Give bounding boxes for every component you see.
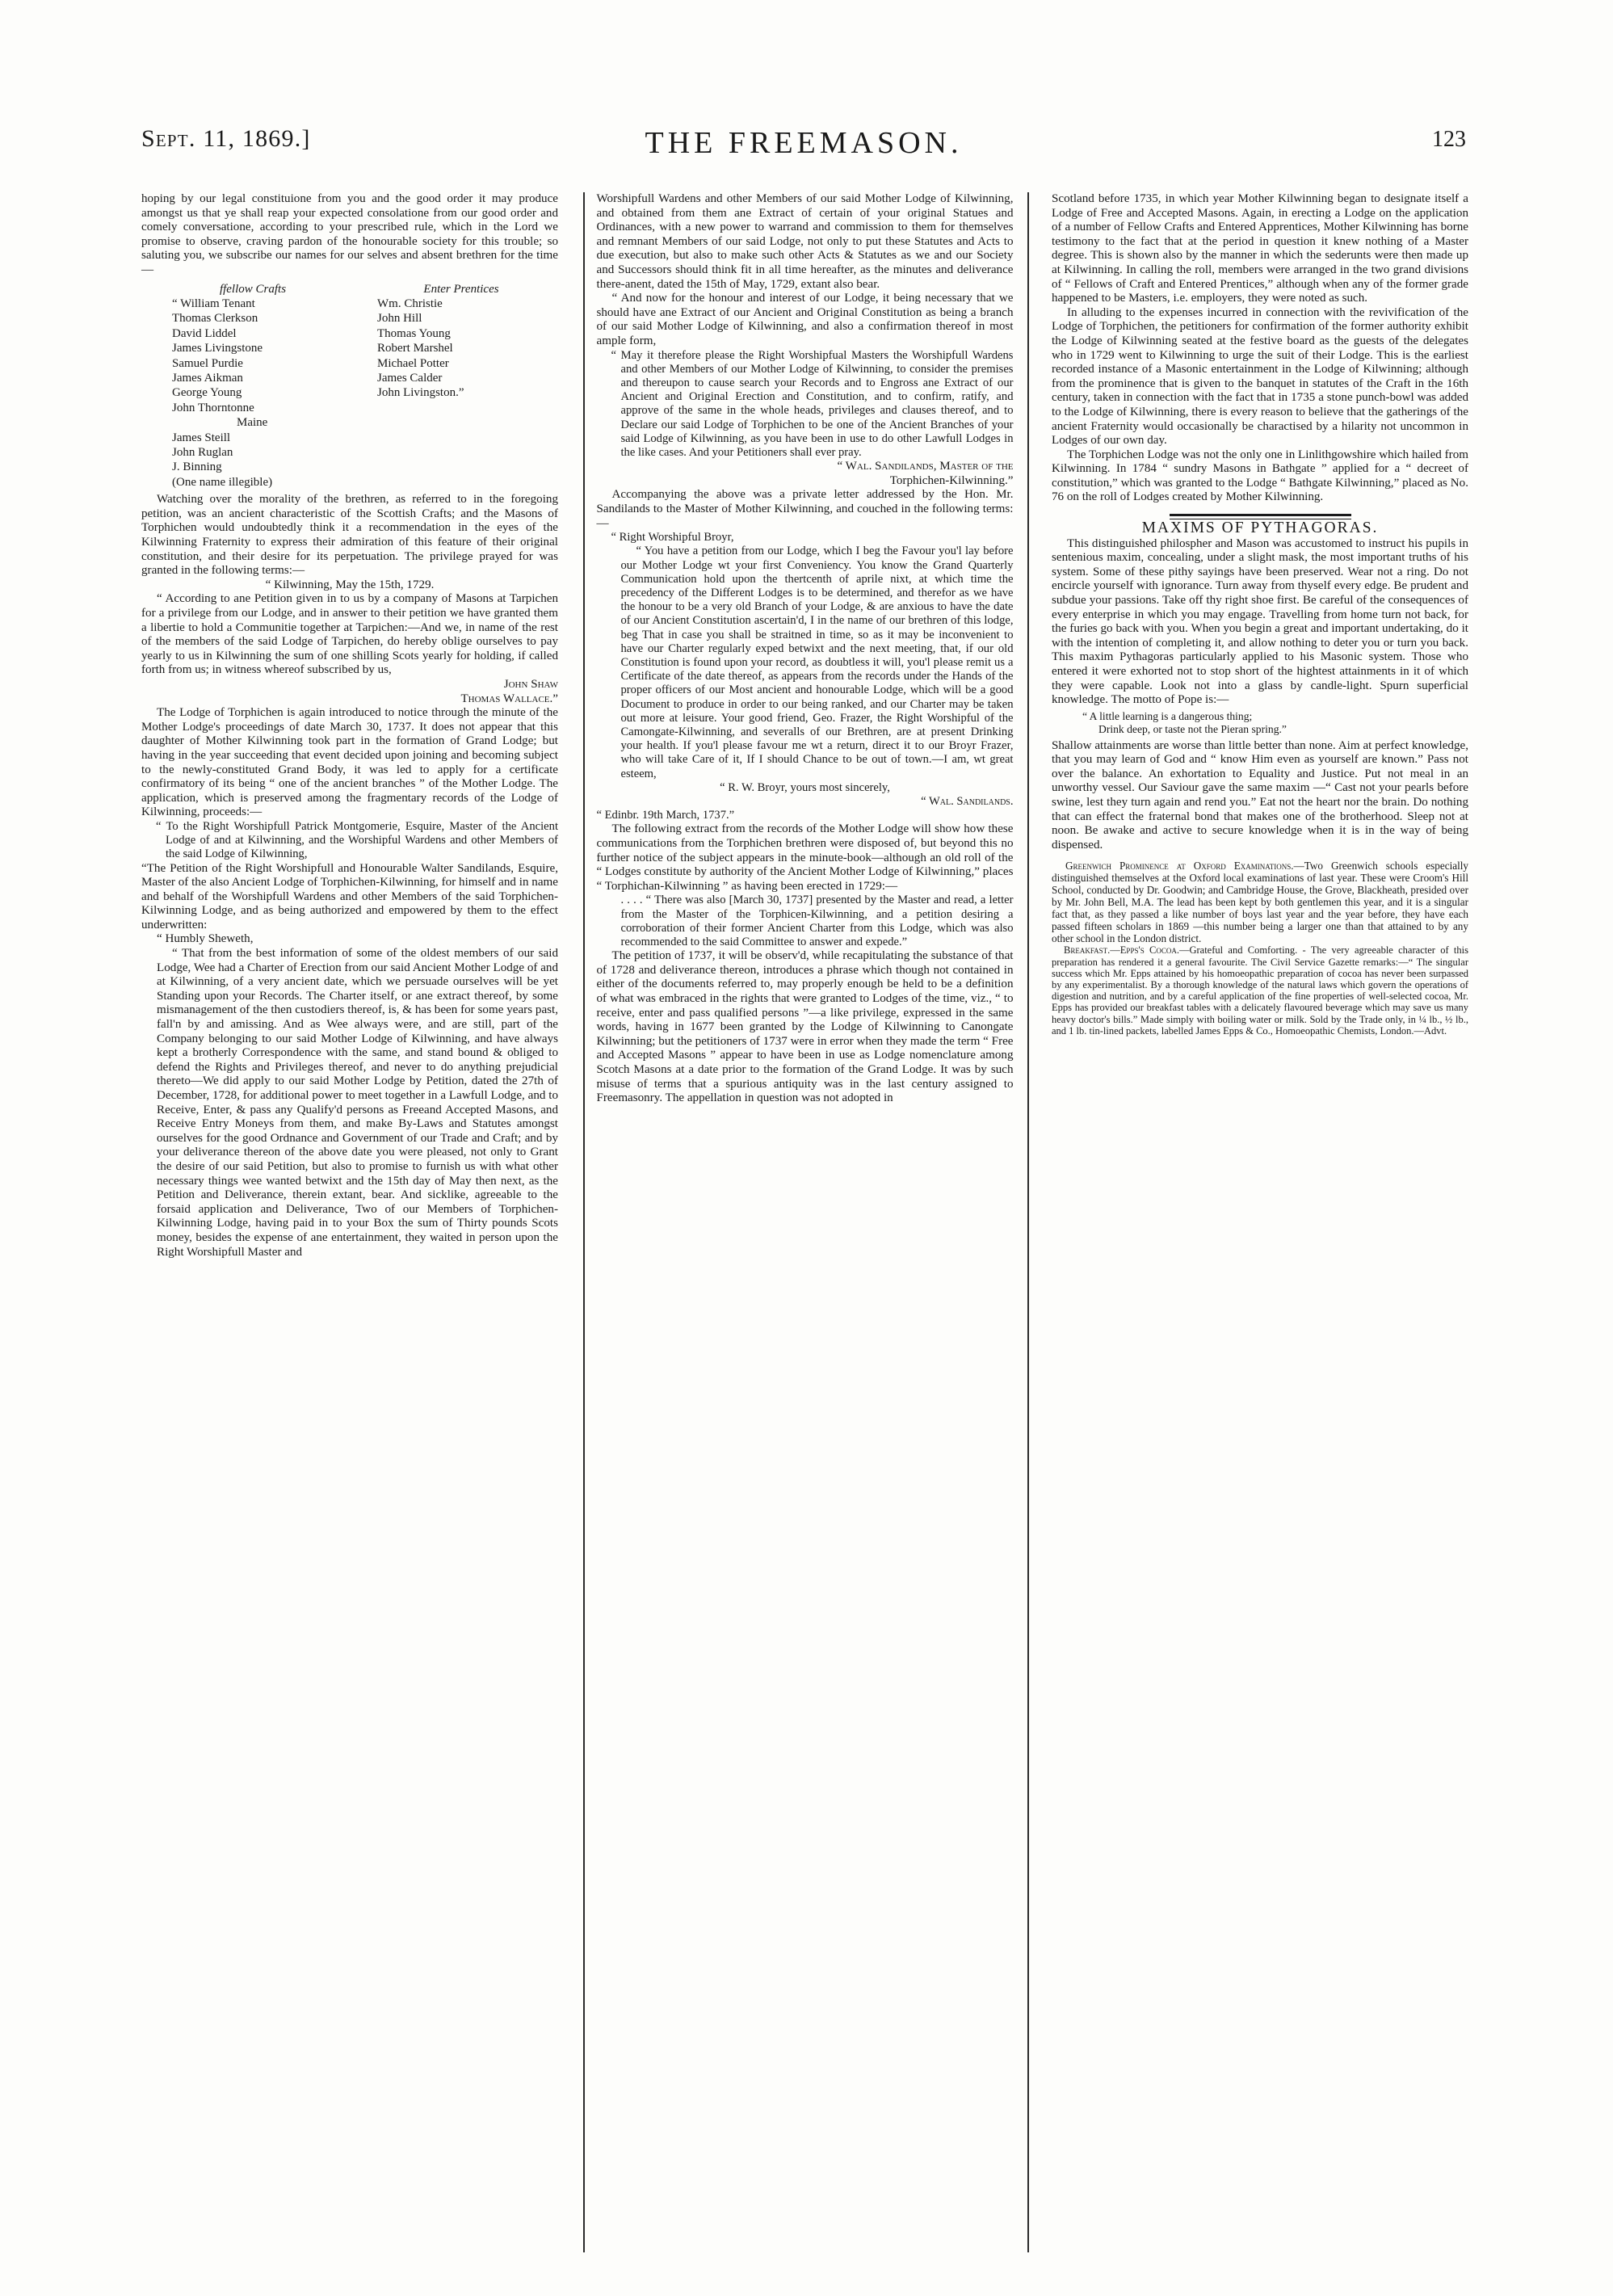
signatory-name: Samuel Purdie	[172, 356, 243, 370]
signatory-name: George Young	[172, 386, 242, 400]
c2-letter-place: “ Edinbr. 19th March, 1737.”	[596, 809, 735, 822]
spacer	[1052, 852, 1468, 860]
c2-para-3: Accompanying the above was a private letter addressed by the Hon. Mr. Sandilands to the Master of Mother Kilwinning, and couched in the following terms:—	[596, 488, 1014, 530]
signatory-name: David Liddel	[172, 326, 237, 340]
fellow-crafts-list	[141, 282, 350, 490]
signatory-name: John Livingston.”	[377, 386, 464, 400]
column-1	[141, 192, 558, 2260]
section-heading-maxims: MAXIMS OF PYTHAGORAS.	[1141, 519, 1379, 537]
c1-para-3: “ According to ane Petition given in to us by a company of Masons at Tarpichen for a privilege from our Lodge, and in answer to their petition we have granted them a libertie to hold a Communitie together at Tarpichen:—And we, in name of the rest of the members of the said Lodge of Tarpichen, do hereby oblige ourselves to pay yearly to us in Kilwinning the sum of one shilling Scots yearly for holding, if called forth from us; in witness whereof subscribed by us,	[141, 592, 558, 677]
c2-letter-head: “ Right Worshipful Broyr,	[611, 531, 734, 545]
signatories-lists	[141, 282, 558, 490]
signatory-name: “ William Tenant	[172, 296, 255, 310]
news-item-greenwich	[1052, 860, 1468, 944]
c2-letter-signature-1: “ R. W. Broyr, yours most sincerely,	[720, 780, 890, 794]
masthead-title: THE FREEMASON.	[645, 126, 963, 160]
signatory-name: James Steill	[172, 431, 231, 444]
signatory-name: James Aikman	[172, 372, 243, 385]
c1-signature-1: John Shaw	[503, 677, 558, 691]
c1-para-1: hoping by our legal constituione from you and the good order it may produce amongst us that ye shall reap your expected consolatione from our good order and comely conversatione, according to your prescribed rule, which in the Lord we promise to observe, craving pardon of the honourable society for this trouble; so saluting you, we subscribe our names for our selves and absent brethren for the time—	[141, 192, 558, 276]
verse-line-1: “ A little learning is a dangerous thing;	[1082, 709, 1253, 722]
c2-para-4: The following extract from the records of the Mother Lodge will show how these communications from the Torphichen brethren were disposed of, but beyond this no further notice of the subject appears in the minute-book—although an old roll of the “ Lodges constitute by authority of the Ancient Mother Lodge of Kilwinning,” places “ Torphichan-Kilwinning ” as having been erected in 1729:—	[596, 822, 1014, 893]
news-lead-epps: Breakfast.—Epps's Cocoa.	[1064, 944, 1179, 957]
c3-para-1: Scotland before 1735, in which year Mother Kilwinning began to designate itself a Lodge of Free and Accepted Masons. Again, in erecting a Lodge on the application of a number of Fellow Crafts and Entered Apprentices, Mother Kilwinning has borne testimony to the fact that at the period in question it knew nothing of a Master degree. This is shown also by the manner in which the sederunts were then made up at Kilwinning. In calling the roll, members were arranged in the two grand divisions of “ Fellows of Craft and Entered Prentices,” although when any of the former grade happened to be Masters, i.e. employers, they were noted as such.	[1052, 192, 1468, 305]
c1-signature-2: Thomas Wallace.”	[460, 692, 558, 705]
signatory-name: Thomas Clerkson	[172, 312, 258, 326]
c1-para-7: “ That from the best information of some of the oldest members of our said Lodge, Wee had a Charter of Erection from our said Ancient Mother Lodge of and at Kilwinning, of a very ancient date, which we persuade ourselves will be yet Standing upon your Records. The Charter itself, or ane extract thereof, by some mismanagement of the then custodiers thereof, is, & has been for some years past, fall'n by and amissing. And as Wee always were, and are still, part of the Company belonging to our said Mother Lodge of Kilwinning, and have always kept a brotherly Correspondence with the same, and stand bound & obliged to defend the Rights and Privileges thereof, and never to do anything prejudicial thereto—We did apply to our said Mother Lodge by Petition, dated the 27th of December, 1728, for additional power to meet together in a Lawfull Lodge, and to Receive, Enter, & pass any Qualify'd persons as Freeand Accepted Masons, and Receive Entry Moneys from them, and make By-Laws and Statutes amongst ourselves for the good Ordnance and Government of our Trade and Craft; and by your deliverance thereon of the above date you were pleased, not only to Grant the desire of our said Petition, but also to promise to furnish us with what other necessary things wee wanted betwixt and the 15th day of May then next, as the Petition and Deliverance, therein extant, bear. And sicklike, agreeable to the forsaid application and Deliverance, Two of our Members of Torphichen-Kilwinning Lodge, having paid in to your Box the sum of Thirty pounds Scots money, besides the expense of ane entertainment, they waited in person upon the Right Worshipfull Master and	[157, 947, 558, 1259]
signatory-name: James Calder	[377, 372, 443, 385]
column-2	[597, 192, 1014, 2260]
c3-para-3: The Torphichen Lodge was not the only one in Linlithgowshire which hailed from Kilwinning. In 1784 “ sundry Masons in Bathgate ” applied for a “ decreet of constitution,” which was granted to the Lodge “ Bathgate Kilwinning,” placed as No. 76 on the roll of Lodges created by Mother Kilwinning.	[1052, 448, 1468, 504]
signatory-note-illegible: (One name illegible)	[172, 475, 273, 489]
columns-container	[141, 192, 1468, 2260]
c1-para-4: The Lodge of Torphichen is again introduced to notice through the minute of the Mother Lodge's proceedings of date March 30, 1737. It does not appear that this daughter of Mother Kilwinning took part in the formation of Grand Lodge; but having in the year succeeding that event decided upon joining and becoming subject to the newly-constituted Grand Body, it was led to apply for a certificate confirmatory of its being “ one of the ancient branches ” of the Mother Lodge. The application, which is preserved among the fragmentary records of the Lodge of Kilwinning, proceeds:—	[141, 706, 558, 819]
verse-line-2: Drink deep, or taste not the Pieran spring.”	[1098, 723, 1287, 736]
enter-prentices-list	[350, 282, 558, 490]
signatory-name: John Hill	[377, 312, 422, 326]
page-number: 123	[1432, 127, 1466, 152]
pope-verse	[1052, 710, 1468, 737]
enter-prentices-header: Enter Prentices	[423, 282, 499, 296]
news-lead-greenwich: Greenwich Prominence at Oxford Examinations.	[1065, 860, 1294, 873]
signatory-name: Michael Potter	[377, 356, 449, 370]
c2-quote-1: “ May it therefore please the Right Worshipfual Masters the Worshipfull Wardens and other Members of our Mother Lodge of Kilwinning, to consider the premises and thereupon to cause search your Records and to Engross ane Extract of our Ancient and Original Erection and Constitution, and to confirm, ratify, and approve of the same in the whole heads, privileges and clauses thereof, and to Declare our said Lodge of Torphichen to be one of the Ancient Branches of your said Lodge of Kilwinning, as you have been in use to do other Lawfull Lodges in the like cases. And your Petitioners shall ever pray.	[611, 348, 1014, 459]
c2-signature-2: Torphichen-Kilwinning.”	[889, 473, 1014, 487]
signatory-name: John Ruglan	[172, 446, 233, 460]
signatory-name: Thomas Young	[377, 326, 451, 340]
fellow-crafts-header: ffellow Crafts	[219, 282, 287, 296]
masthead	[141, 125, 1466, 167]
signatory-name: Wm. Christie	[377, 296, 443, 310]
news-body-epps: —Grateful and Comforting. - The very agreeable character of this preparation has rendered it a general favourite. The Civil Service Gazette remarks:—“ The singular success which Mr. Epps attained by his homoeopathic preparation of cocoa has never been surpassed by any experimentalist. By a thorough knowledge of the natural laws which govern the operations of digestion and nutrition, and by a careful application of the fine properties of well-selected cocoa, Mr. Epps has provided our breakfast tables with a delicately flavoured beverage which may save us many heavy doctor's bills.” Made simply with boiling water or milk. Sold by the Trade only, in ¼ lb., ½ lb., and 1 lb. tin-lined packets, labelled James Epps & Co., Homoeopathic Chemists, London.—Advt.	[1052, 944, 1468, 1037]
c1-para-6: “ Humbly Sheweth,	[157, 932, 254, 946]
news-body-greenwich: —Two Greenwich schools especially distinguished themselves at the Oxford local examinations of last year. These were Croom's Hill School, conducted by Dr. Goodwin; and Cambridge House, the Grove, Blackheath, presided over by Mr. John Bell, M.A. The lead has been kept by both gentlemen this year, and it is a singular fact that, as they passed a like number of boys last year and the year before, they have each passed fifteen scholars in 1869 —this number being a larger one than that attained to by any other school in the London district.	[1052, 860, 1469, 945]
column-3	[1052, 192, 1468, 2260]
c1-dateline: “ Kilwinning, May the 15th, 1729.	[265, 578, 435, 591]
c2-para-2: “ And now for the honour and interest of our Lodge, it being necessary that we should have ane Extract of our Ancient and Original Constitution as being a branch of our said Mother Lodge of Kilwinning, and also a confirmation thereof in most ample form,	[596, 292, 1014, 347]
c1-quote-1: “ To the Right Worshipfull Patrick Montgomerie, Esquire, Master of the Ancient Lodge of and at Kilwinning, and the Worshipful Wardens and other Members of the said Lodge of Kilwinning,	[156, 819, 558, 861]
c2-para-1: Worshipfull Wardens and other Members of our said Mother Lodge of Kilwinning, and obtained from them ane Extract of certain of your original Statues and Ordinances, with a new power to warrand and commission to them for themselves and remnant Members of our said Lodge, not only to put these Statutes and Acts to due execution, but also to make such other Acts & Statutes as we and our Society and Successors should think fit in all time hereafter, as the minutes and deliverance there-anent, dated the 15th of May, 1729, extant also bear.	[596, 192, 1014, 291]
signatory-name: John Thorntonne	[172, 401, 254, 414]
masthead-date: Sept. 11, 1869.]	[141, 125, 311, 152]
c2-para-6: The petition of 1737, it will be observ'd, while recapitulating the substance of that of 1728 and deliverance thereon, introduces a phrase which though not contained in either of the documents referred to, may properly enough be held to be a definition of what was embraced in the rights that were granted to Lodges of the time, viz., “ to receive, enter and pass qualified persons ”—a like privilege, expressed in the same words, having in 1677 been granted by the Lodge of Kilwinning to Canongate Kilwinning; but the petitioners of 1737 were in error when they made the term “ Free and Accepted Masons ” appear to have been in use as Lodge nomenclature among Scotch Masons at a date prior to the formation of the Grand Lodge. It was by such misuse of terms that a spurious antiquity was in the last century assigned to Freemasonry. The appellation in question was not adopted in	[596, 949, 1014, 1105]
c1-para-2: Watching over the morality of the brethren, as referred to in the foregoing petition, was an ancient characteristic of the Scottish Crafts; and the Masons of Torphichen would undoubtedly think it a recommendation in the eyes of the Kilwinning Fraternity to express their admiration of this feature of their original constitution, and their desire for its perpetuation. The privilege prayed for was granted in the following terms:—	[141, 493, 558, 578]
c2-letter-body: “ You have a petition from our Lodge, which I beg the Favour you'l lay before our Mother Lodge wt your first Conveniency. You know the Grand Quarterly Communication hold upon the thertcenth of aprile nixt, at which time the precedency of the Different Lodges is to be determined, and therefor as we have the honour to be a very old Branch of your Lodge, & are anxious to have the date of our Ancient Constitution ascertain'd, I in the name of our brethren of this lodge, beg That in case you shall be straitned in time, so as it may be inconvenient to have our Charter regularly exped betwixt and the next meeting, that, if our old Constitution is found upon your record, as doubtless it will, you'l please remit us a Certificate of the date thereof, as appears from the records under the Hands of the proper officers of our Most ancient and honourable Lodge, which will be a good Document to produce in order to our being ranked, and our Charter may be taken out more at leisure. Your good friend, Geo. Frazer, the Right Worshipful of the Camongate-Kilwinning, and severalls of our Brethren, are at present Drinking your health. If you'l please favour me wt a return, direct it to our Broyr Frazer, who will take Care of it, If I should Chance to be out of town.—I am, wt great esteem,	[620, 545, 1014, 780]
signatory-name: Maine	[237, 416, 268, 430]
c2-letter-signature-2: “ Wal. Sandilands.	[921, 794, 1014, 808]
signatory-name: Robert Marshel	[377, 342, 453, 355]
c3-para-4: This distinguished philospher and Mason was accustomed to instruct his pupils in sentenious maxim, concealing, under a slight mask, the most important truths of his system. Some of these pithy sayings have been preserved. Wear not a ring. Do not encircle yourself with ignorance. Turn away from thyself every edge. Be prudent and subdue your passions. Take off thy right shoe first. Be careful of the consequences of every enterprise in which you may engage. Travelling from home turn not back, for the furies go back with you. When you begin a great and important undertaking, do it with the intention of completing it, and allow nothing to deter you or turn you back. This maxim Pythagoras particularly applied to his Masonic system. Those who entered it were exhorted not to stop short of the hightest attainments in it of which they were capable. Look not into a glass by candle-light. Spurn superficial knowledge. The motto of Pope is:—	[1052, 536, 1468, 707]
c3-para-5: Shallow attainments are worse than little better than none. Aim at perfect knowledge, that you may learn of God and “ know Him even as yourself are known.” Pass not over the balance. An exhortation to Equality and Justice. Put not meal in an unworthy vessel. Our Saviour gave the same maxim —“ Cast not your pearls before swine, lest they turn again and rend you.” Eat not the heart nor the brain. Do nothing that can effect the fraternal bond that makes one of the brotherhood. Sleep not at noon. Be awake and active to secure knowledge when it is in the way of being dispensed.	[1052, 738, 1468, 852]
signatory-name: J. Binning	[172, 460, 222, 474]
c1-para-5: “The Petition of the Right Worshipfull and Honourable Walter Sandilands, Esquire, Master of the also Ancient Lodge of Torphichen-Kilwinning, for himself and in name and behalf of the Worshipfull Wardens and other Members of the said Torphichen-Kilwinning Lodge, and as being authorized and empowered by them to the effect underwritten:	[141, 861, 558, 931]
c3-para-2: In alluding to the expenses incurred in connection with the revivification of the Lodge of Torphichen, the petitioners for confirmation of the former authority exhibit the Lodge of Kilwinning seated at the festive board as the guests of the delegates who in 1729 went to Kilwinning to urge the suit of their Lodge. This is the earliest recorded instance of a Masonic entertainment in the Lodge of Kilwinning; although from the prominence that is given to the banquet in statutes of the Craft in the 16th century, taken in connection with the fact that in 1735 a stone punch-bowl was added to the Lodge of Kilwinning, there is every reason to believe that the gatherings of the ancient Fraternity would occasionally be charactised by a hilarity not uncommon in Lodges of our own day.	[1052, 305, 1468, 448]
signatory-name: James Livingstone	[172, 342, 263, 355]
c2-signature-1: “ Wal. Sandilands, Master of the	[837, 460, 1014, 473]
news-item-epps-cocoa	[1052, 944, 1468, 1037]
c2-para-5: . . . . “ There was also [March 30, 1737] presented by the Master and read, a letter from the Master of the Torphicen-Kilwinning, and a petition desiring a corroboration of their former Ancient Charter from this Lodge, which was also recommended to the said Committee to answer and expede.”	[620, 894, 1014, 948]
section-divider-rule	[1170, 514, 1351, 519]
